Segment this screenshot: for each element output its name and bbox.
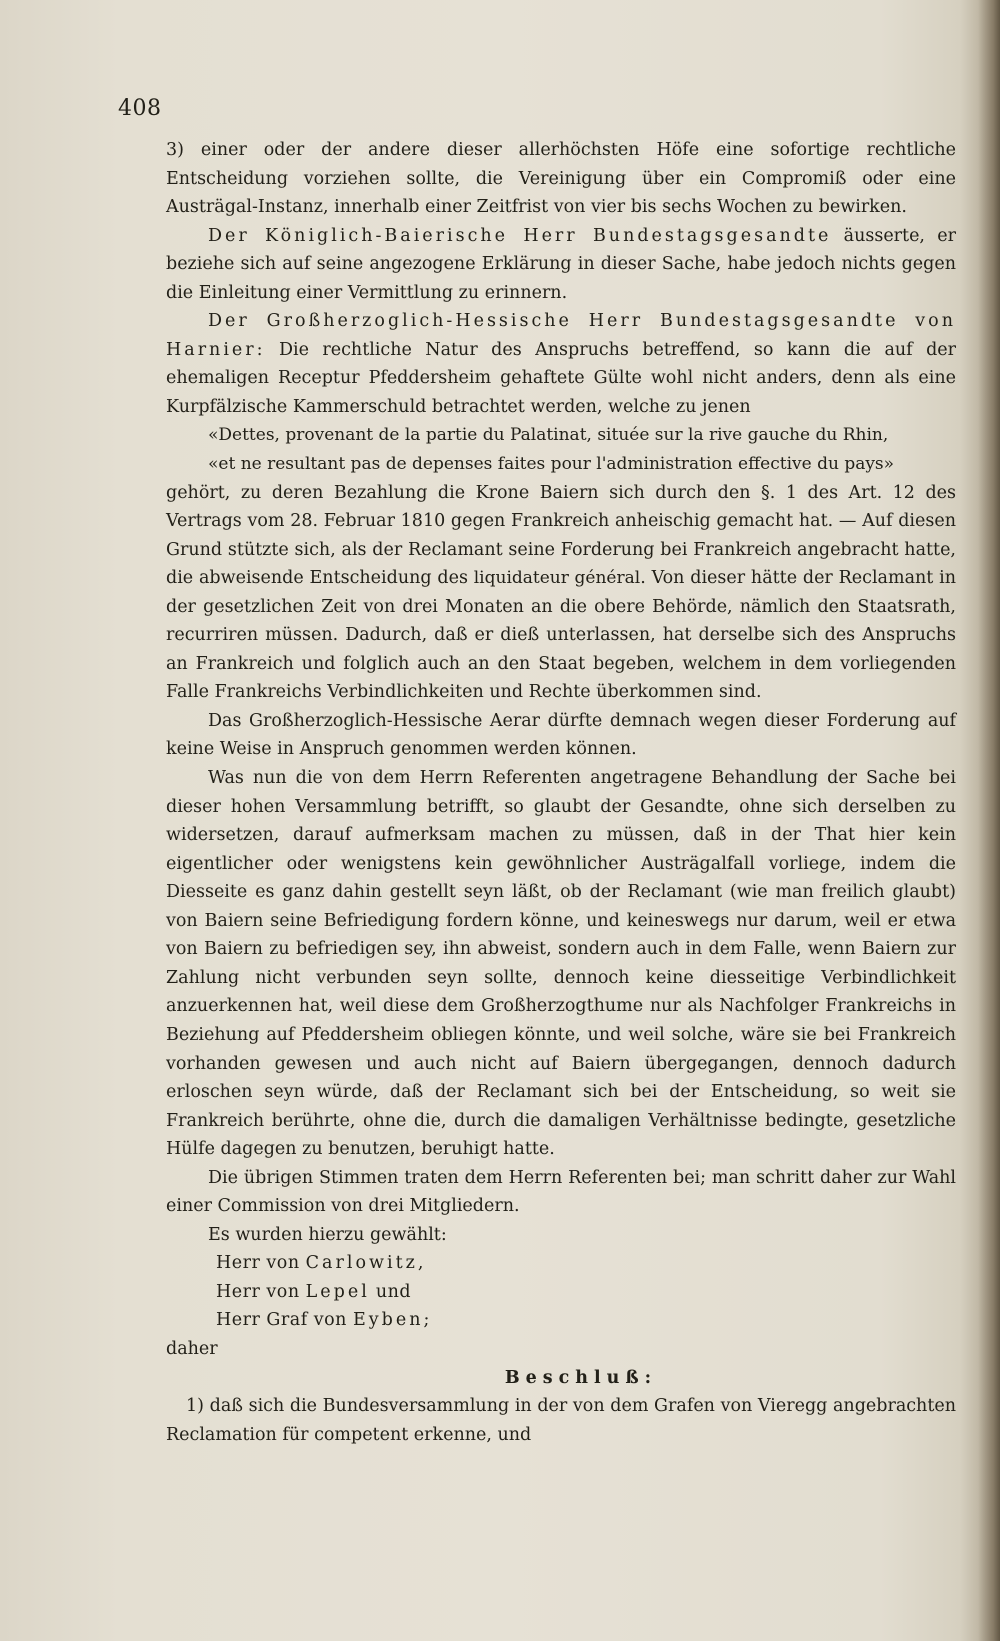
speaker-hessian-envoy: Der Großherzoglich-Hessische Herr Bundestagsgesandte von Harnier: bbox=[166, 311, 956, 360]
beschluss-heading: Beschluß: bbox=[504, 1367, 658, 1388]
member-2-name: Lepel bbox=[305, 1281, 370, 1302]
paragraph-3 bbox=[166, 307, 956, 421]
daher-line: daher bbox=[166, 1338, 218, 1359]
paragraph-2-text: äusserte, er beziehe sich auf seine angezogene Erklärung in dieser Sache, habe jedoch nichts gegen die Einleitung einer Vermittlung zu erinnern. bbox=[166, 225, 956, 303]
paragraph-1: 3) einer oder der andere dieser allerhöchsten Höfe eine sofortige rechtliche Entscheidung vorziehen sollte, die Vereinigung über ein Compromiß oder eine Austrägal-Instanz, innerhalb einer Zeitfrist von vier bis sechs Wochen zu bewirken. bbox=[166, 140, 956, 218]
page-number: 408 bbox=[118, 96, 162, 121]
paragraph-6: Die übrigen Stimmen traten dem Herrn Referenten bei; man schritt daher zur Wahl einer Commission von drei Mitgliedern. bbox=[166, 1167, 956, 1217]
member-1: Herr von Carlowitz, bbox=[216, 1253, 424, 1274]
page-edge-shadow bbox=[978, 0, 1000, 1641]
paragraph-3-text-2: gehört, zu deren Bezahlung die Krone Baiern sich durch den §. 1 des Art. 12 des Vertrags vom 28. Februar 1810 gegen Frankreich anheischig gemacht hat. — Auf diesen Grund stützte sich, als der Reclamant seine Forderung bei Frankreich angebracht hatte, die abweisende Entscheidung des bbox=[166, 482, 956, 589]
liquidateur-term: liquidateur général bbox=[473, 568, 641, 589]
paragraph-3-continued bbox=[166, 479, 956, 707]
member-3: Herr Graf von Eyben; bbox=[216, 1310, 430, 1331]
paragraph-3-text: Die rechtliche Natur des Anspruchs betreffend, so kann die auf der ehemaligen Receptur Pfeddersheim gehaftete Gülte wohl nicht anders, denn als eine Kurpfälzische Kammerschuld betrachtet werden, welche zu jenen bbox=[166, 339, 956, 417]
paragraph-5: Was nun die von dem Herrn Referenten angetragene Behandlung der Sache bei dieser hohen Versammlung betrifft, so glaubt der Gesandte, ohne sich derselben zu widersetzen, darauf aufmerksam machen zu müssen, daß in der That hier kein eigentlicher oder wenigstens kein gewöhnlicher Austrägalfall vorliege, indem die Diesseite es ganz dahin gestellt seyn läßt, ob der Reclamant (wie man freilich glaubt) von Baiern seine Befriedigung fordern könne, und keineswegs nur darum, weil er etwa von Baiern zu befriedigen sey, ihn abweist, sondern auch in dem Falle, wenn Baiern zur Zahlung nicht verbunden seyn sollte, dennoch keine diesseitige Verbindlichkeit anzuerkennen hat, weil diese dem Großherzogthume nur als Nachfolger Frankreichs in Beziehung auf Pfeddersheim obliegen könnte, und weil solche, wäre sie bei Frankreich vorhanden gewesen und auch nicht auf Baiern übergegangen, dennoch dadurch erloschen seyn würde, daß der Reclamant sich bei der Entscheidung, so weit sie Frankreich berührte, ohne die, durch die damaligen Verhältnisse bedingte, gesetzliche Hülfe dagegen zu benutzen, beruhigt hatte. bbox=[166, 768, 956, 1160]
paragraph-2 bbox=[166, 222, 956, 308]
body-text bbox=[166, 136, 956, 1449]
paragraph-4: Das Großherzoglich-Hessische Aerar dürfte demnach wegen dieser Forderung auf keine Weise in Anspruch genommen werden können. bbox=[166, 710, 956, 760]
member-2: Herr von Lepel und bbox=[216, 1281, 412, 1302]
member-3-name: Eyben bbox=[353, 1310, 424, 1331]
member-1-name: Carlowitz bbox=[305, 1253, 418, 1274]
beschluss-item-1: 1) daß sich die Bundesversammlung in der von dem Grafen von Vieregg angebrachten Reclamation für competent erkenne, und bbox=[166, 1396, 956, 1445]
french-quote-line-1: «Dettes, provenant de la partie du Palatinat, située sur la rive gauche du Rhin, bbox=[208, 425, 889, 446]
paragraph-3-text-3: . Von dieser hätte der Reclamant in der gesetzlichen Zeit von drei Monaten an die obere Behörde, nämlich den Staatsrath, recurriren müssen. Dadurch, daß er dieß unterlassen, hat derselbe sich des Anspruchs an Frankreich und folglich auch an den Staat begeben, welchem in dem vorliegenden Falle Frankreichs Verbindlichkeiten und Rechte überkommen sind. bbox=[166, 568, 957, 703]
french-quote-line-2: «et ne resultant pas de depenses faites pour l'administration effective du pays» bbox=[208, 454, 895, 475]
speaker-bavarian-envoy: Der Königlich-Baierische Herr Bundestagsgesandte bbox=[208, 225, 832, 246]
paragraph-7: Es wurden hierzu gewählt: bbox=[208, 1224, 447, 1245]
